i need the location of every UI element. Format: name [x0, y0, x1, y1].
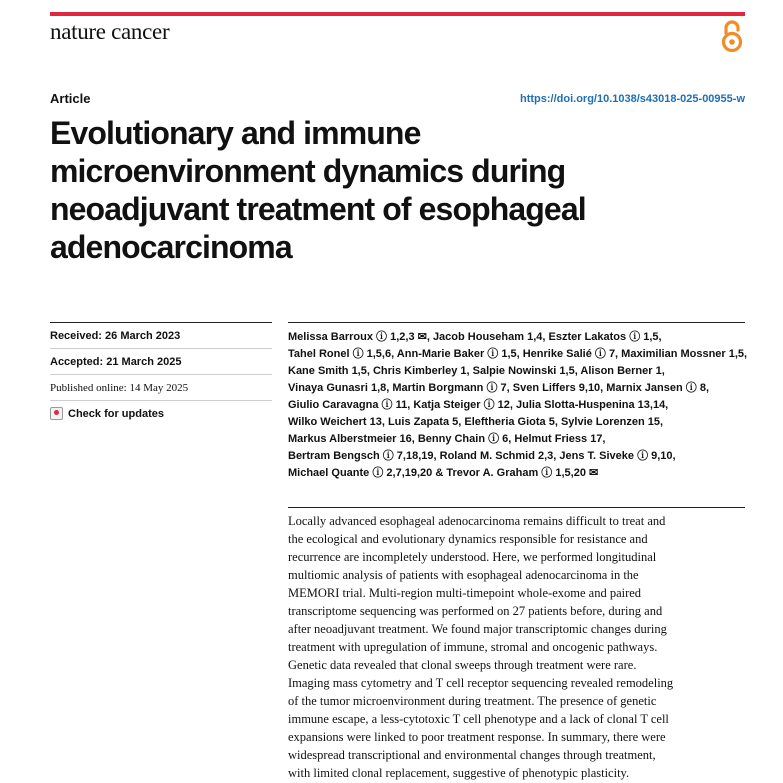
- author-line[interactable]: Vinaya Gunasri 1,8, Martin Borgmann ⓘ 7, Sven Liffers 9,10, Marnix Jansen ⓘ 8,: [288, 382, 709, 394]
- author-line[interactable]: Markus Alberstmeier 16, Benny Chain ⓘ 6, Helmut Friess 17,: [288, 433, 606, 445]
- author-line[interactable]: Bertram Bengsch ⓘ 7,18,19, Roland M. Schmid 2,3, Jens T. Siveke ⓘ 9,10,: [288, 450, 676, 462]
- top-accent-rule: [50, 12, 745, 16]
- check-updates-icon: [50, 407, 63, 420]
- author-line[interactable]: Kane Smith 1,5, Chris Kimberley 1, Salpie Nowinski 1,5, Alison Berner 1,: [288, 365, 665, 377]
- abstract-line: treatment with upregulation of immune, stromal and oncogenic pathways.: [288, 640, 658, 654]
- title-line: microenvironment dynamics during: [50, 153, 566, 189]
- article-title: [50, 114, 690, 266]
- doi-link[interactable]: https://doi.org/10.1038/s43018-025-00955-w: [520, 93, 745, 105]
- abstract-line: expansions were linked to poor treatment response. In summary, there were: [288, 730, 666, 744]
- abstract: [288, 512, 745, 782]
- check-updates-row: [50, 400, 272, 426]
- abstract-line: multiomic analysis of patients with esophageal adenocarcinoma in the: [288, 568, 639, 582]
- title-line: adenocarcinoma: [50, 229, 292, 265]
- author-line[interactable]: Michael Quante ⓘ 2,7,19,20 & Trevor A. Graham ⓘ 1,5,20 ✉: [288, 467, 599, 479]
- title-line: Evolutionary and immune: [50, 115, 421, 151]
- open-access-icon: [719, 20, 745, 54]
- title-line: neoadjuvant treatment of esophageal: [50, 191, 586, 227]
- abstract-line: with limited clonal replacement, suggestive of phenotypic plasticity.: [288, 766, 630, 780]
- abstract-line: transcriptome sequencing was performed on 27 patients before, during and: [288, 604, 663, 618]
- abstract-line: immune escape, a less-cytotoxic T cell phenotype and a lack of clonal T cell: [288, 712, 669, 726]
- abstract-line: widespread transcriptional and environmental changes through treatment,: [288, 748, 656, 762]
- check-for-updates-button[interactable]: [50, 407, 164, 420]
- published-date: Published online: 14 May 2025: [50, 374, 272, 400]
- author-line[interactable]: Giulio Caravagna ⓘ 11, Katja Steiger ⓘ 12, Julia Slotta-Huspenina 13,14,: [288, 399, 669, 411]
- abstract-line: Genetic data revealed that clonal sweeps through treatment were rare.: [288, 658, 637, 672]
- author-line[interactable]: Wilko Weichert 13, Luis Zapata 5, Eleftheria Giota 5, Sylvie Lorenzen 15,: [288, 416, 664, 428]
- journal-name: nature cancer: [50, 19, 170, 44]
- abstract-line: the ecological and evolutionary dynamics responsible for resistance and: [288, 532, 648, 546]
- received-date: Received: 26 March 2023: [50, 322, 272, 348]
- abstract-line: Imaging mass cytometry and T cell receptor sequencing revealed remodeling: [288, 676, 674, 690]
- author-line[interactable]: Tahel Ronel ⓘ 1,5,6, Ann-Marie Baker ⓘ 1,5, Henrike Salié ⓘ 7, Maximilian Mossner 1,5,: [288, 348, 748, 360]
- check-updates-label: Check for updates: [68, 407, 164, 420]
- abstract-line: Locally advanced esophageal adenocarcinoma remains difficult to treat and: [288, 514, 666, 528]
- abstract-line: after neoadjuvant treatment. We found major transcriptomic changes during: [288, 622, 667, 636]
- article-dates: [50, 322, 272, 426]
- author-line[interactable]: Melissa Barroux ⓘ 1,2,3 ✉, Jacob Househam 1,4, Eszter Lakatos ⓘ 1,5,: [288, 331, 662, 343]
- abstract-divider: [288, 507, 745, 508]
- abstract-line: recurrence are incompletely understood. Here, we performed longitudinal: [288, 550, 657, 564]
- article-type-label: Article: [50, 91, 91, 106]
- abstract-line: MEMORI trial. Multi-region multi-timepoint whole-exome and paired: [288, 586, 642, 600]
- accepted-date: Accepted: 21 March 2025: [50, 348, 272, 374]
- author-list: [288, 322, 748, 482]
- abstract-line: of the tumor microenvironment during treatment. The presence of genetic: [288, 694, 657, 708]
